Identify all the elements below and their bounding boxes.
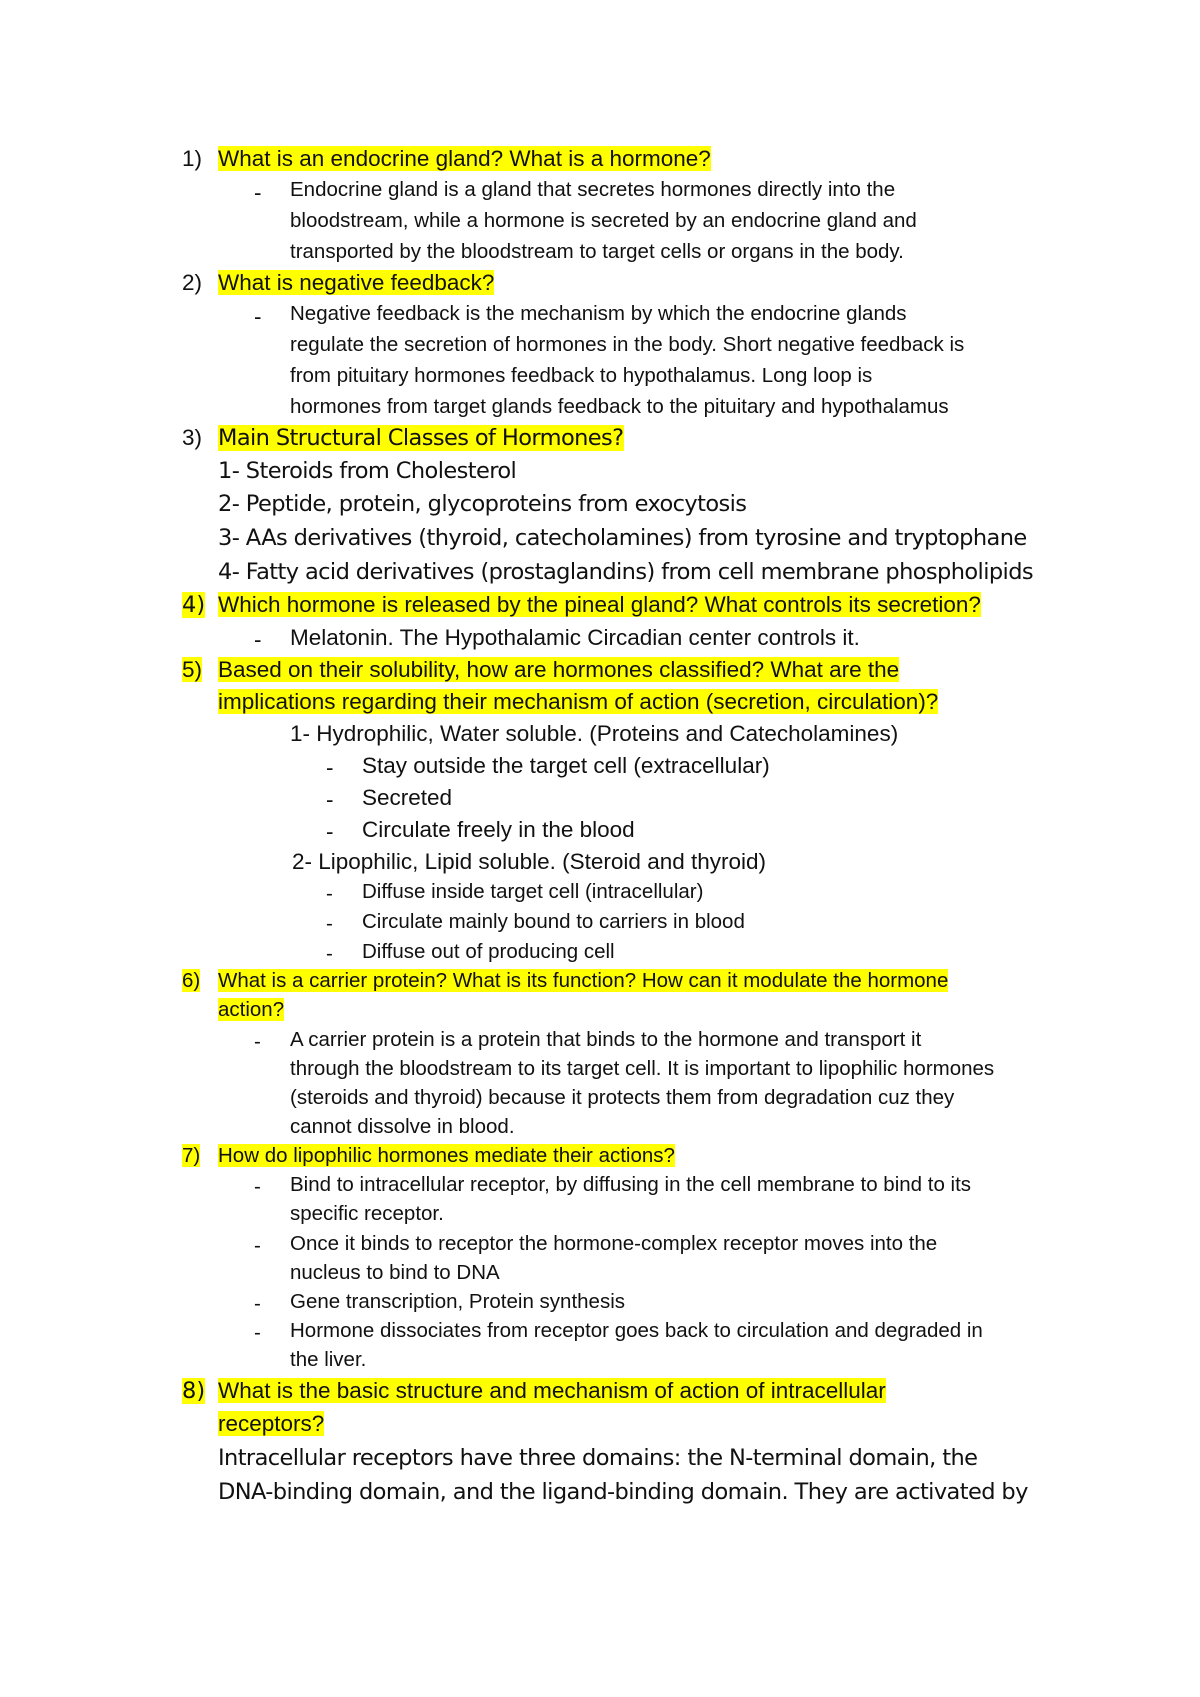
q4-number-text: 4) [182, 592, 206, 618]
q8-number-text: 8) [182, 1378, 206, 1404]
bullet-dash: - [326, 819, 334, 844]
q8-number [182, 1380, 205, 1403]
q5-group1-item: Circulate freely in the blood [362, 817, 635, 842]
q5-group1-item: Secreted [362, 785, 453, 810]
q6-question-line: action? [218, 998, 285, 1021]
q6-answer-line: A carrier protein is a protein that binds to the hormone and transport it [290, 1028, 922, 1051]
q7-bullet-line: Bind to intracellular receptor, by diffusing in the cell membrane to bind to its [290, 1173, 972, 1196]
bullet-dash: - [326, 787, 334, 812]
q5-group2-item: Diffuse inside target cell (intracellular) [362, 880, 704, 903]
q2-question [218, 272, 494, 295]
q2-question-text: What is negative feedback? [218, 270, 495, 295]
bullet-dash: - [254, 180, 262, 205]
q3-question [218, 427, 624, 450]
q1-question [218, 148, 711, 171]
q5-question-line: implications regarding their mechanism of action (secretion, circulation)? [218, 689, 939, 714]
q8-question [218, 1413, 324, 1436]
bullet-dash: - [326, 755, 334, 780]
q3-class-item: 4- Fatty acid derivatives (prostaglandins) from cell membrane phospholipids [218, 559, 1033, 585]
q5-number [182, 659, 202, 682]
q7-bullet-line: specific receptor. [290, 1202, 444, 1225]
q1-question-text: What is an endocrine gland? What is a hormone? [218, 146, 711, 171]
q2-number: 2) [182, 270, 203, 295]
q7-bullet-line: Hormone dissociates from receptor goes back to circulation and degraded in [290, 1319, 983, 1342]
q1-answer-line: transported by the bloodstream to target cells or organs in the body. [290, 240, 904, 263]
q8-question-line: receptors? [218, 1411, 325, 1436]
q5-group2-item: Circulate mainly bound to carriers in blood [362, 910, 745, 933]
q7-bullet-line: Once it binds to receptor the hormone-complex receptor moves into the [290, 1232, 938, 1255]
q7-bullet-line: the liver. [290, 1348, 367, 1371]
q7-question-text: How do lipophilic hormones mediate their actions? [218, 1144, 675, 1167]
q6-answer-line: (steroids and thyroid) because it protects them from degradation cuz they [290, 1086, 955, 1109]
q5-group1-title: 1- Hydrophilic, Water soluble. (Proteins and Catecholamines) [290, 721, 899, 746]
q2-answer-line: from pituitary hormones feedback to hypothalamus. Long loop is [290, 364, 873, 387]
q5-group2-item: Diffuse out of producing cell [362, 940, 615, 963]
q8-question-line: What is the basic structure and mechanism of action of intracellular [218, 1378, 886, 1403]
q7-bullet-line: nucleus to bind to DNA [290, 1261, 500, 1284]
q8-answer-line: DNA-binding domain, and the ligand-binding domain. They are activated by [218, 1479, 1028, 1505]
q6-answer-line: through the bloodstream to its target cell. It is important to lipophilic hormones [290, 1057, 995, 1080]
bullet-dash: - [254, 1030, 261, 1053]
q7-question [218, 1146, 675, 1167]
q4-question-text: Which hormone is released by the pineal gland? What controls its secretion? [218, 592, 981, 617]
q1-answer-line: Endocrine gland is a gland that secretes hormones directly into the [290, 178, 896, 201]
q3-class-item: 2- Peptide, protein, glycoproteins from exocytosis [218, 491, 747, 517]
q2-answer-line: Negative feedback is the mechanism by which the endocrine glands [290, 302, 907, 325]
q6-question [218, 971, 948, 992]
q4-answer: Melatonin. The Hypothalamic Circadian center controls it. [290, 625, 860, 650]
q1-answer-line: bloodstream, while a hormone is secreted by an endocrine gland and [290, 209, 917, 232]
q2-answer-line: regulate the secretion of hormones in the body. Short negative feedback is [290, 333, 965, 356]
q5-group2-title: 2- Lipophilic, Lipid soluble. (Steroid and thyroid) [292, 849, 767, 874]
q5-number-text: 5) [182, 657, 203, 682]
bullet-dash: - [326, 882, 333, 905]
q3-class-item: 1- Steroids from Cholesterol [218, 458, 517, 484]
q6-question [218, 1000, 284, 1021]
q6-question-line: What is a carrier protein? What is its function? How can it modulate the hormone [218, 969, 949, 992]
bullet-dash: - [254, 304, 262, 329]
bullet-dash: - [254, 1292, 261, 1315]
q4-number [182, 594, 205, 617]
bullet-dash: - [254, 627, 262, 652]
q7-number [182, 1146, 200, 1167]
q7-bullet-line: Gene transcription, Protein synthesis [290, 1290, 625, 1313]
bullet-dash: - [254, 1321, 261, 1344]
bullet-dash: - [326, 942, 333, 965]
q8-answer-line: Intracellular receptors have three domains: the N-terminal domain, the [218, 1445, 978, 1471]
q5-question [218, 659, 899, 682]
q7-number-text: 7) [182, 1144, 201, 1167]
bullet-dash: - [326, 912, 333, 935]
q5-question [218, 691, 938, 714]
q1-number: 1) [182, 146, 203, 171]
bullet-dash: - [254, 1234, 261, 1257]
q3-number: 3) [182, 425, 203, 450]
q3-class-item: 3- AAs derivatives (thyroid, catecholamines) from tyrosine and tryptophane [218, 525, 1027, 551]
bullet-dash: - [254, 1175, 261, 1198]
q4-question [218, 594, 981, 617]
q3-question-text: Main Structural Classes of Hormones? [218, 425, 624, 451]
q5-group1-item: Stay outside the target cell (extracellular) [362, 753, 770, 778]
q2-answer-line: hormones from target glands feedback to the pituitary and hypothalamus [290, 395, 949, 418]
q6-answer-line: cannot dissolve in blood. [290, 1115, 515, 1138]
q6-number [182, 971, 200, 992]
q8-question [218, 1380, 886, 1403]
q5-question-line: Based on their solubility, how are hormones classified? What are the [218, 657, 900, 682]
q6-number-text: 6) [182, 969, 201, 992]
